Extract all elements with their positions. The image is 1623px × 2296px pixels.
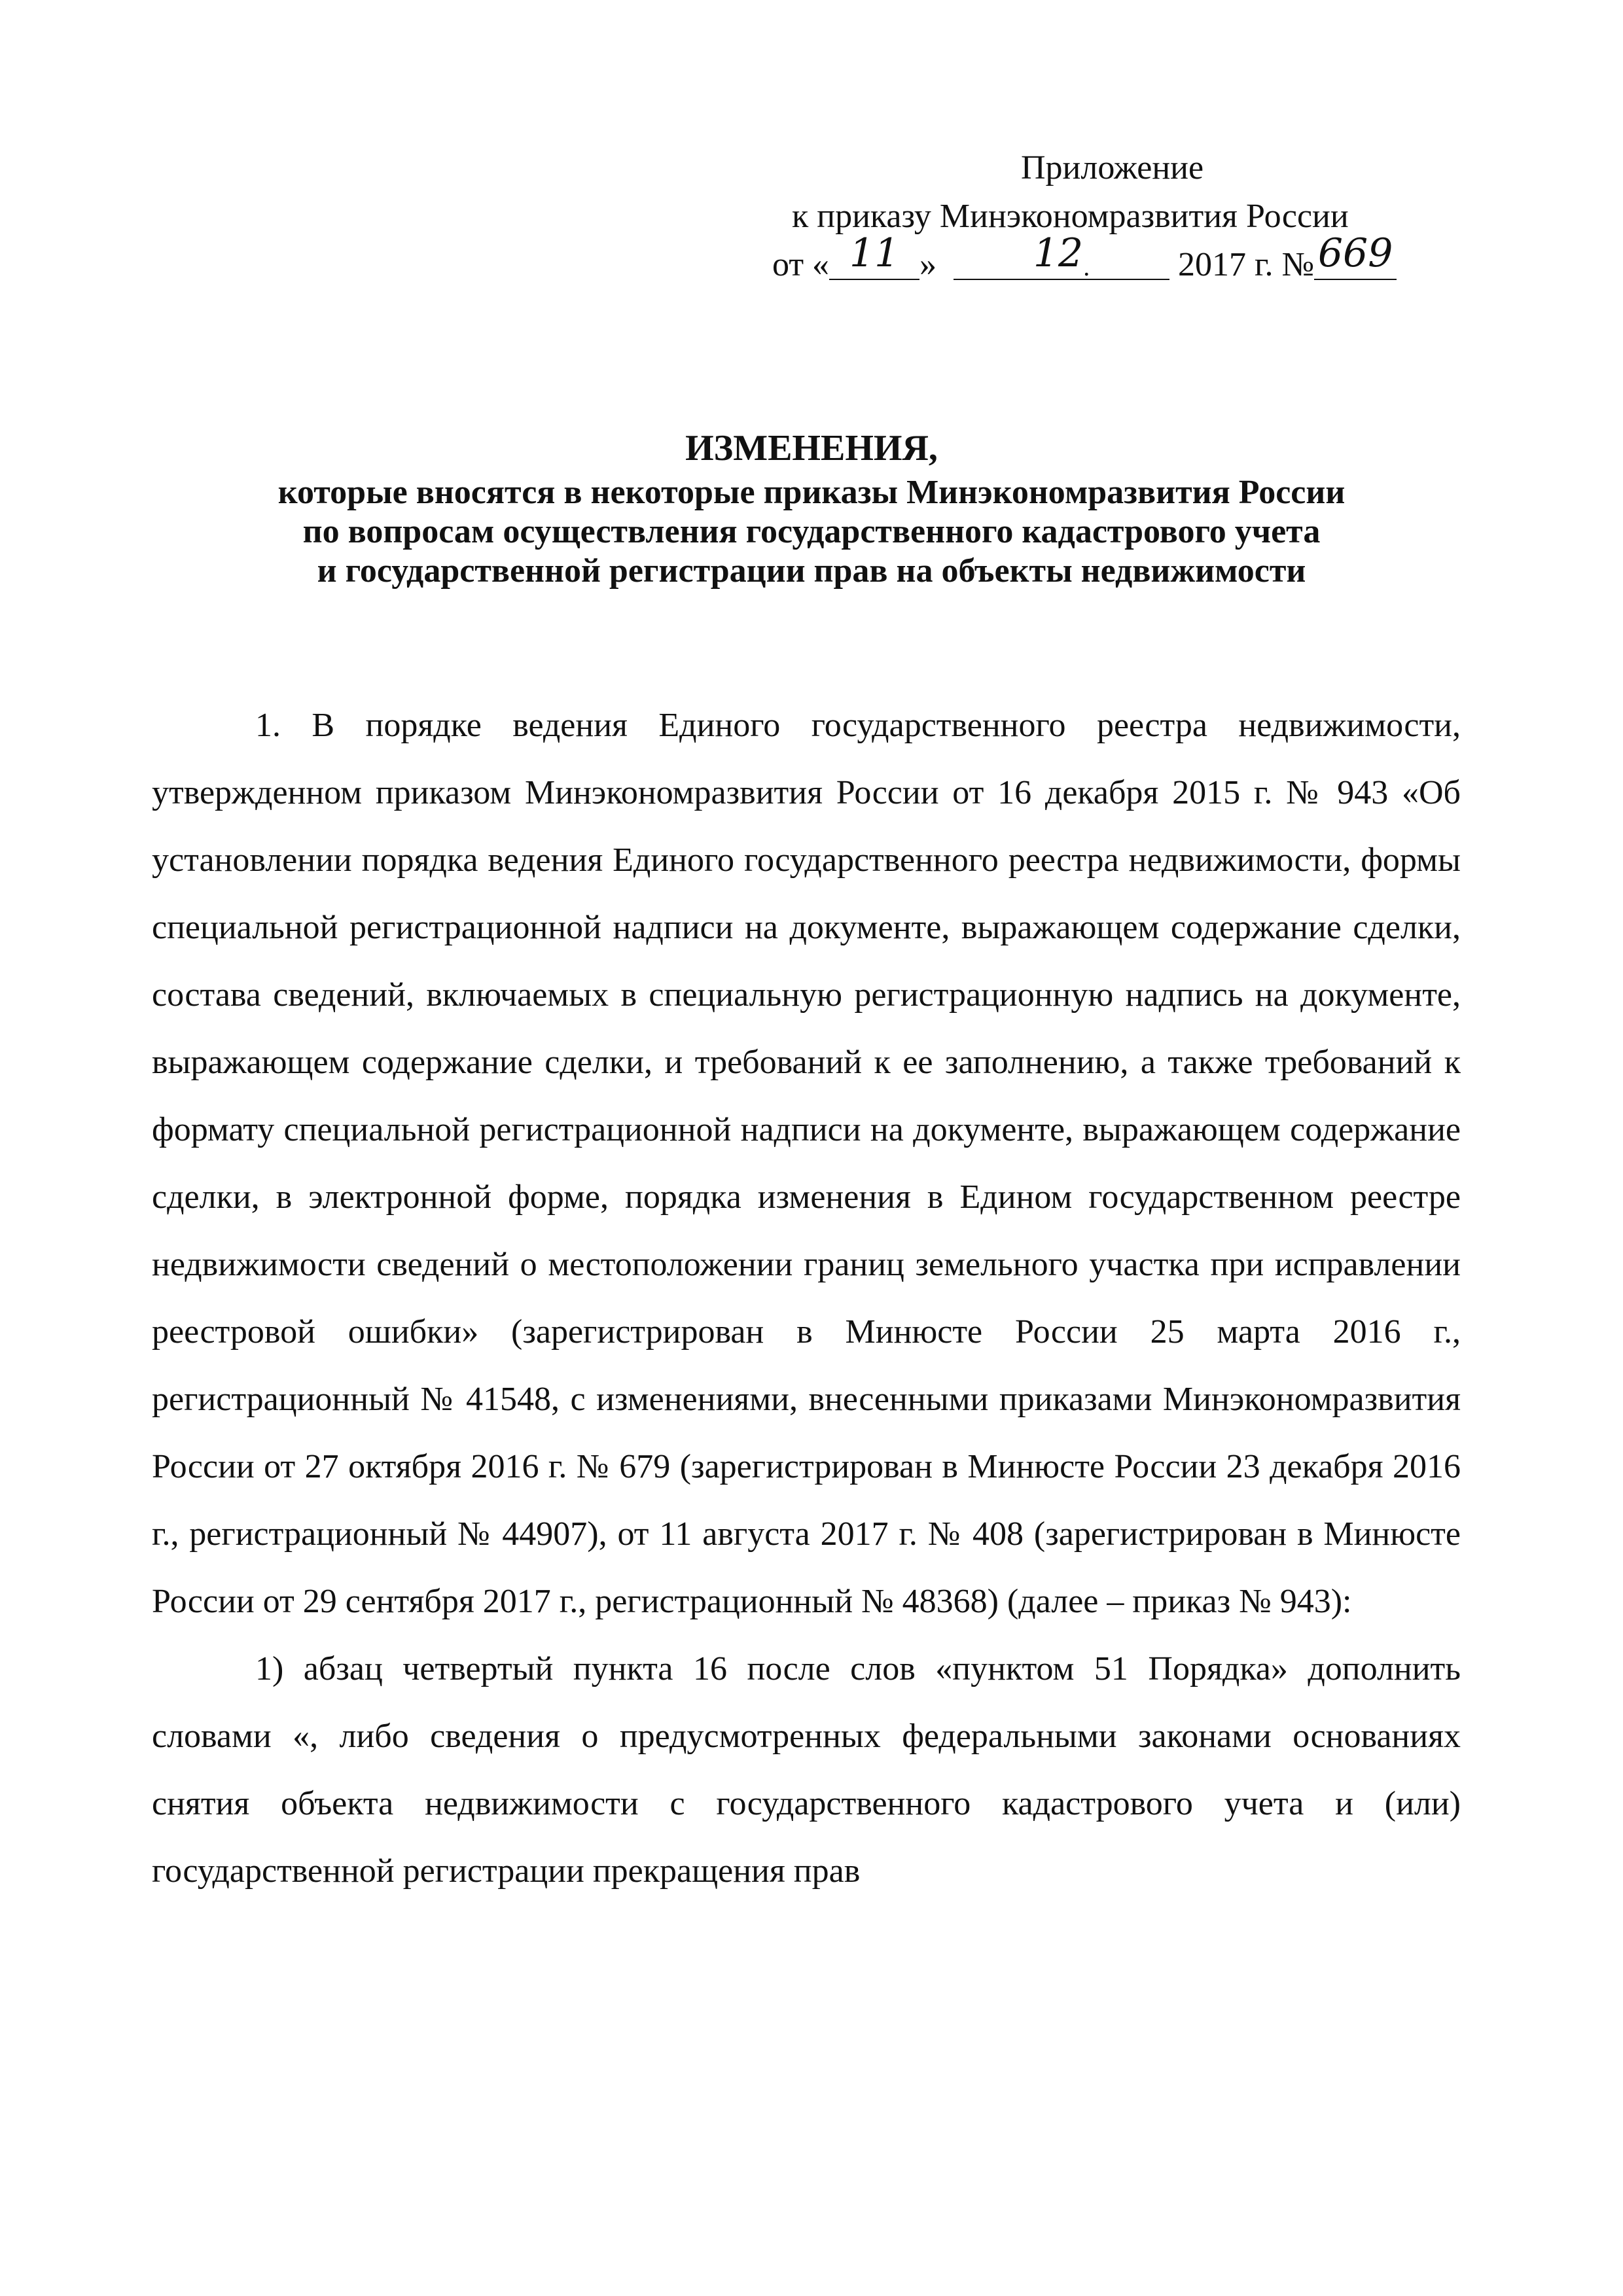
document-heading <box>131 429 1492 591</box>
month-dot: . <box>1083 252 1090 281</box>
paragraph-1-subitem-1: 1) абзац четвертый пункта 16 после слов «пунктом 51 Порядка» дополнить словами «, либо сведения о предусмотренных федеральными законами основаниях снятия объекта недвижимости с государственного кадастрового учета и (или) государственной регистрации прекращения прав <box>152 1650 1461 1890</box>
heading-line: и государственной регистрации прав на объекты недвижимости <box>317 552 1306 590</box>
document-body <box>152 692 1461 1905</box>
paragraph-1: 1. В порядке ведения Единого государственного реестра недвижимости, утвержденном приказом Минэкономразвития России от 16 декабря 2015 г. № 943 «Об установлении порядка ведения Единого государственного реестра недвижимости, формы специальной регистрационной надписи на документе, выражающем содержание сделки, состава сведений, включаемых в специальную регистрационную надпись на документе, выражающем содержание сделки, и требований к ее заполнению, а также требований к формату специальной регистрационной надписи на документе, выражающем содержание сделки, в электронной форме, порядка изменения в Едином государственном реестре недвижимости сведений о местоположении границ земельного участка при исправлении реестровой ошибки» (зарегистрирован в Минюсте России 25 марта 2016 г., регистрационный № 41548, с изменениями, внесенными приказами Минэкономразвития России от 27 октября 2016 г. № 679 (зарегистрирован в Минюсте России 23 декабря 2016 г., регистрационный № 44907), от 11 августа 2017 г. № 408 (зарегистрирован в Минюсте России от 29 сентября 2017 г., регистрационный № 48368) (далее – приказ № 943): <box>152 707 1461 1620</box>
heading-line: по вопросам осуществления государственного кадастрового учета <box>302 513 1321 550</box>
day-field <box>829 230 919 280</box>
date-prefix: от « <box>772 246 830 283</box>
number-handwritten: 669 <box>1317 230 1393 276</box>
appendix-order-ref: к приказу Минэкономразвития России <box>792 198 1349 235</box>
day-handwritten: 11 <box>849 230 900 276</box>
appendix-block <box>772 144 1479 289</box>
heading-line: которые вносятся в некоторые приказы Минэкономразвития России <box>277 474 1346 511</box>
appendix-title: Приложение <box>1021 149 1204 186</box>
month-handwritten: 12 <box>1033 230 1084 276</box>
quote-close: » <box>919 246 937 283</box>
heading-title: ИЗМЕНЕНИЯ, <box>685 428 938 468</box>
appendix-date-line <box>772 230 1479 289</box>
month-field <box>954 230 1169 281</box>
number-field <box>1314 230 1397 280</box>
year-label: 2017 г. № <box>1178 246 1315 283</box>
